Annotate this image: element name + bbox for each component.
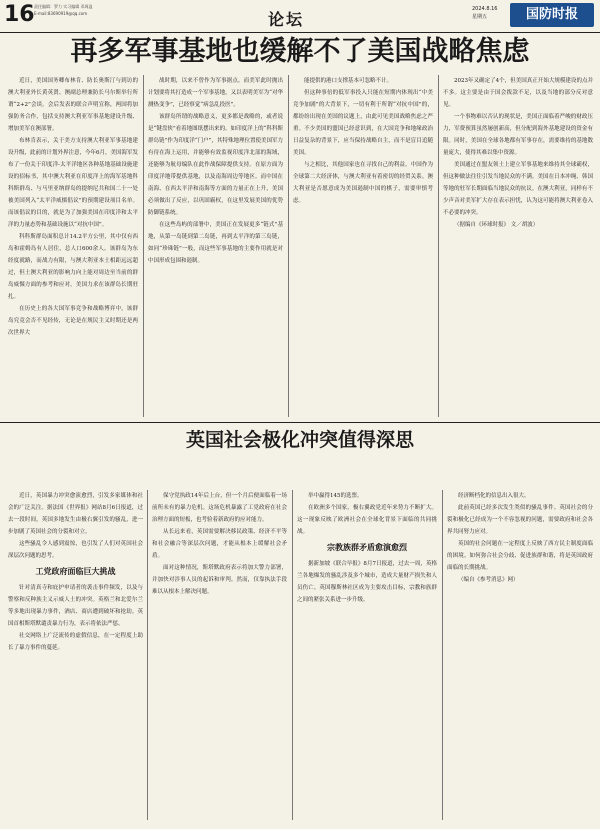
article1-paragraph: 战时期，以来不曾作为军事据点。而美军此时抛出计划要将其打造成一个军事基地，又以表明美军为“对华测热变争”，已经察觉“病急乱投医”。 xyxy=(148,78,283,108)
article1-column-1 xyxy=(8,75,138,419)
article1-column-3 xyxy=(293,75,433,419)
column-divider xyxy=(288,75,289,417)
article2-column-3 xyxy=(297,490,437,820)
article1-paragraph: 近日，美国国务卿布林肯、防长奥斯汀与到访的澳大利亚外长黄英贤、澳副总理兼防长马尔斯举行所谓“2+2”会谈。会后发表的联合声明宣称，两国将加强防务合作，包括支持澳大利亚军事基地建设升级、增加美军在澳部署。 xyxy=(8,78,138,132)
page-number: 16 xyxy=(4,2,35,27)
article1-paragraph: 一个事物难以否认的现状是，美国正面临着严峻的财政压力，军费预算虽然屡创新高，但分配到海外基地建设的资金有限。同时，美国在全球各地都有军事存在，需要维持的基地数量庞大，使得其难以集中资源。 xyxy=(443,114,593,156)
article2-column-2 xyxy=(152,490,287,820)
article1-column-2 xyxy=(148,75,283,419)
article2-paragraph: 英国的社会问题在一定程度上反映了西方民主制度面临的困境。如何弥合社会分歧、促进族群和谐，将是英国政府面临的长期挑战。 xyxy=(447,541,593,571)
section-title: 论坛 xyxy=(268,10,305,29)
article2-paragraph: 近日，英国暴力冲突愈演愈烈，引发多家媒体和社会的广泛关注。据法国《世界报》网站8月6日报道，过去一段时间，英国多地发生由极右翼引发的骚乱，进一步加剧了英国社会的分裂和对立。 xyxy=(8,493,143,535)
column-divider xyxy=(292,490,293,820)
article1-paragraph: 在历史上的各大国军事竞争和战略博弈中，该群岛究竟会否不见经传，无论是在规民主义时期还是两次世界大 xyxy=(8,306,138,336)
article2-column-1 xyxy=(8,490,143,820)
article1-paragraph: 科科斯群岛面积总计14.2平方公里，其中仅有西岛和霍姆岛有人居住，总人口600余人。该群岛为东经度就路，而战力有限，与澳大利亚本土相距远远超过，但土澳大利亚的影响力向上能对周边至当前的群岛威慑方面的参考和应对。美国力求在该群岛长期驻扎。 xyxy=(8,234,138,300)
article2-paragraph: 经济断档化的信息出入很大。 xyxy=(458,493,530,499)
article2-paragraph: 从长远来看，英国需要解决移民政策、经济不平等和社会融合等深层次问题，才能从根本上缓解社会矛盾。 xyxy=(152,529,287,559)
article1-paragraph: 在这些岛屿的部署中，美国正在发展更多“链式”基地，从第一岛链到第二岛链，再到太平洋的第三岛链，如同“珍珠链”一般，而这些军事基地的主要作用就是对中国形成包围和遏制。 xyxy=(148,222,283,264)
article1-paragraph: 布林肯表示，关于美方支持澳大利亚军事基地建设升级，此前的计划外界注意，今年6月，美国海军发布了一份关于印度洋-太平洋地区各种基地基础设施建设的招标书，其中澳大利亚在印度洋上的海军基地科科斯群岛、与马里亚纳群岛的提纳尼共和国二十一处被美国列入“太平洋威慑倡议”的预期建设项目名单。而该倡议的目的，就是为了加强美国在印度洋和太平洋的力量态势和基础设施以“对抗中国”。 xyxy=(8,138,138,228)
article1-paragraph: 美国通过在盟友领土上建立军事基地来维持其全球霸权，但这种做法往往引发当地民众的不满。美国在日本冲绳、韩国等地的驻军长期面临当地民众的抗议。在澳大利亚，同样有不少声音对美军扩大存在表示担忧，认为这可能将澳大利亚卷入不必要的冲突。 xyxy=(443,162,593,216)
article2-paragraph: 此前英国已经多次发生类似的骚乱事件。英国社会的分裂和极化已经成为一个不容忽视的问题，需要政府和社会各界共同努力应对。 xyxy=(447,505,593,535)
article2-paragraph: 在欧洲多个国家，极右翼政党近年来势力不断扩大。这一现象反映了欧洲社会在全球化背景下面临的共同挑战。 xyxy=(297,505,437,535)
article1-paragraph: 但这种事倍的低军事投入只能在短期内体现出“中美竞争加剧”的大背景下，一切有利于所谓“对抗中国”的，都纷纷出现在美国的议题上，由此可见美国战略焦虑之严重。不少美国的盟国已经意识到，在大国竞争和地缘政治日益复杂的背景下，应当保持战略自主，而不是盲目追随美国。 xyxy=(293,90,433,156)
editor-email: E-mail:83690919@qq.com xyxy=(34,11,88,16)
article1-paragraph: 2023年又确定了4个，但美国真正开始大规模建设的点并不多。这主要是由于国会拨款不足，以及当地的部分反对意见。 xyxy=(443,78,593,108)
issue-date-text: 2024.8.16 xyxy=(472,6,498,12)
article2-headline: 英国社会极化冲突值得深思 xyxy=(185,429,414,451)
article1-byline: （据编自《环球时报》 文／胡波） xyxy=(454,222,539,228)
article2-paragraph: 这些骚乱令人感到震惊，也引发了人们对英国社会深层次问题的思考。 xyxy=(8,541,143,559)
article2-paragraph: 针对清真寺和庇护申请者的袭击事件频发，以及与警察和反种族主义示威人士的冲突。英格兰和北爱尔兰等多地出现暴力事件，酒店、商店遭到破坏和抢劫。英国首相斯塔默谴责暴力行为，表示将依法严惩。 xyxy=(8,585,143,627)
article1-column-4 xyxy=(443,75,593,419)
article1-headline: 再多军事基地也缓解不了美国战略焦虑 xyxy=(70,36,530,67)
editor-info: 责任编辑：罗力 实习编辑 邓周温 xyxy=(34,4,93,9)
article2-column-4 xyxy=(447,490,593,820)
paper-logo: 国防时报 xyxy=(510,3,594,27)
article2-subhead-1: 工党政府面临巨大挑战 xyxy=(35,567,116,576)
page-header xyxy=(0,0,600,33)
article1-paragraph: 与之相比，其他国家也在寻找自己的利益。中国作为全球第二大经济体，与澳大利亚有着密切的经贸关系。澳大利亚是否愿意成为美国遏制中国的棋子，需要审慎考虑。 xyxy=(293,162,433,204)
column-divider xyxy=(442,490,443,820)
article2-byline: （编自《参考消息》网） xyxy=(458,577,519,583)
article1-paragraph: 该群岛所谓的战略意义，更多都是战略的，或者说是“键盘侠”看着地图纸摆出来的。如印度洋上的“科科斯群岛链”作为印度洋“门户”，其特殊地理位置使美国军力有待在海上运用，并能够有效监视印度洋北部的海域，还能够为航母编队在此作战保障提供支持。在原方面为印度洋地带提供基地，以及南海周边等地区。而中国在南海、在西太平洋和南海等方面的力量正在上升，美国必须做出了反应，以巩固霸权，在这里发展美国的优势防御链系统。 xyxy=(148,114,283,216)
issue-weekday: 星期五 xyxy=(472,14,488,20)
issue-date xyxy=(472,5,497,21)
column-divider xyxy=(147,490,148,820)
article2-paragraph: 举中赢得145的选票。 xyxy=(308,493,363,499)
article2-paragraph: 社交网络上广泛流传的虚假信息，在一定程度上助长了暴力事件的蔓延。 xyxy=(8,633,143,651)
article2-paragraph: 保守党执政14年后上台，但一个月后便面临着一场前所未有的暴力危机。这场危机暴露了工党政府在社会治理方面的短板，也考验着新政府的应对能力。 xyxy=(152,493,287,523)
article2-subhead-2: 宗教族群矛盾愈演愈烈 xyxy=(327,543,407,552)
article1-paragraph: 能提供的港口支撑基本可忽略不计。 xyxy=(304,78,393,84)
column-divider xyxy=(143,75,144,417)
article-separator xyxy=(0,422,600,423)
column-divider xyxy=(438,75,439,417)
article2-paragraph: 面对这种情况，斯塔默政府表示将加大警力部署，并加快对涉事人员的起诉和审判。然而，仅靠执法手段难以从根本上解决问题。 xyxy=(152,565,287,595)
article2-paragraph: 据新加坡《联合早报》8月7日报道，过去一周，英格兰各地爆发的骚乱涉及多个城市，造成大量财产损失和人员伤亡。英国穆斯林社区成为主要攻击目标，宗教和族群之间的紧张关系进一步升级。 xyxy=(297,561,437,603)
